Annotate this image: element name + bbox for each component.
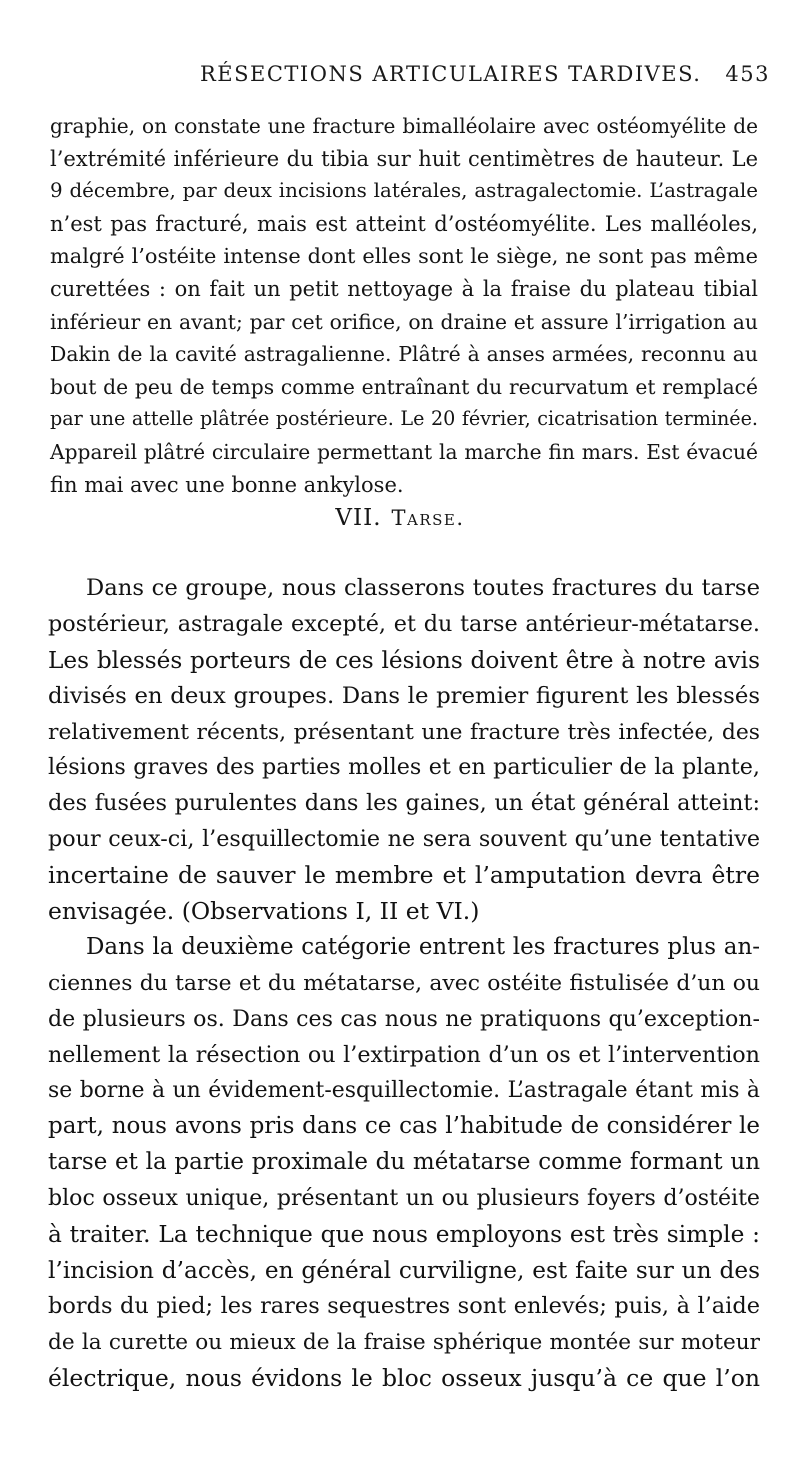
text-line: fin mai avec une bonne ankylose. <box>50 472 404 497</box>
section-number: VII. <box>335 505 382 531</box>
text-line: Appareil plâtré circulaire permettant la marche fin mars. Est évacué <box>50 439 758 464</box>
text-line: divisés en deux groupes. Dans le premier figurent les blessés <box>48 682 760 709</box>
text-line: relativement récents, présentant une fracture très infectée, des <box>48 719 760 745</box>
text-line: Dans ce groupe, nous classerons toutes fractures du tarse <box>86 575 760 601</box>
text-line: à traiter. La technique que nous employons est très simple : <box>48 1221 760 1249</box>
text-line: nellement la résection ou l’extirpation d’un os et l’intervention <box>48 1041 760 1068</box>
text-line: bords du pied; les rares sequestres sont enlevés; puis, à l’aide <box>48 1292 760 1319</box>
text-line: électrique, nous évidons le bloc osseux jusqu’à ce que l’on <box>48 1363 760 1392</box>
text-line: curettées : on fait un petit nettoyage à la fraise du plateau tibial <box>50 276 758 301</box>
text-line: graphie, on constate une fracture bimalléolaire avec ostéomyélite de <box>50 114 758 138</box>
text-line: postérieur, astragale excepté, et du tarse antérieur-métatarse. <box>48 610 760 637</box>
text-line: par une attelle plâtrée postérieure. Le 20 février, cicatrisation terminée. <box>50 407 758 431</box>
section-body <box>48 571 760 1396</box>
text-line: incertaine de sauver le membre et l’amputation devra être <box>48 861 760 890</box>
text-line: part, nous avons pris dans ce cas l’habitude de considérer le <box>48 1113 760 1140</box>
text-line: Les blessés porteurs de ces lésions doivent être à notre avis <box>48 646 760 674</box>
case-report-paragraph <box>50 110 758 501</box>
running-title: RÉSECTIONS ARTICULAIRES TARDIVES. <box>200 62 702 86</box>
section-heading <box>0 505 800 531</box>
text-line: bloc osseux unique, présentant un ou plusieurs foyers d’ostéite <box>48 1186 760 1212</box>
text-line: Dakin de la cavité astragalienne. Plâtré à anses armées, reconnu au <box>50 342 758 367</box>
page-number: 453 <box>725 62 770 86</box>
text-line: envisagée. (Observations I, II et VI.) <box>48 897 480 926</box>
text-line: l’extrémité inférieure du tibia sur huit centimètres de hauteur. Le <box>50 146 758 171</box>
text-line: tarse et la partie proximale du métatarse comme formant un <box>48 1149 760 1176</box>
text-line: pour ceux-ci, l’esquillectomie ne sera souvent qu’une tentative <box>48 826 760 853</box>
section-name: Tarse. <box>391 506 465 530</box>
text-line: bout de peu de temps comme entraînant du recurvatum et remplacé <box>50 374 758 399</box>
text-line: se borne à un évidement-esquillectomie. L’astragale étant mis à <box>48 1078 760 1104</box>
text-line: lésions graves des parties molles et en particulier de la plante, <box>48 754 760 781</box>
running-header <box>200 62 770 96</box>
text-line: ciennes du tarse et du métatarse, avec ostéite fistulisée d’un ou <box>48 970 760 996</box>
text-line: malgré l’ostéite intense dont elles sont le siège, ne sont pas même <box>50 244 758 269</box>
text-line: de plusieurs os. Dans ces cas nous ne pratiquons qu’exception- <box>48 1005 760 1032</box>
text-line: l’incision d’accès, en général curviligne, est faite sur un des <box>48 1256 760 1284</box>
text-line: 9 décembre, par deux incisions latérales, astragalectomie. L’astragale <box>50 179 758 203</box>
text-line: Dans la deuxième catégorie entrent les fractures plus an- <box>86 933 760 960</box>
text-line: inférieur en avant; par cet orifice, on draine et assure l’irrigation au <box>50 309 758 334</box>
text-line: n’est pas fracturé, mais est atteint d’ostéomyélite. Les malléoles, <box>50 211 758 236</box>
text-line: de la curette ou mieux de la fraise sphérique montée sur moteur <box>48 1329 760 1355</box>
text-line: des fusées purulentes dans les gaines, un état général atteint: <box>48 790 760 817</box>
